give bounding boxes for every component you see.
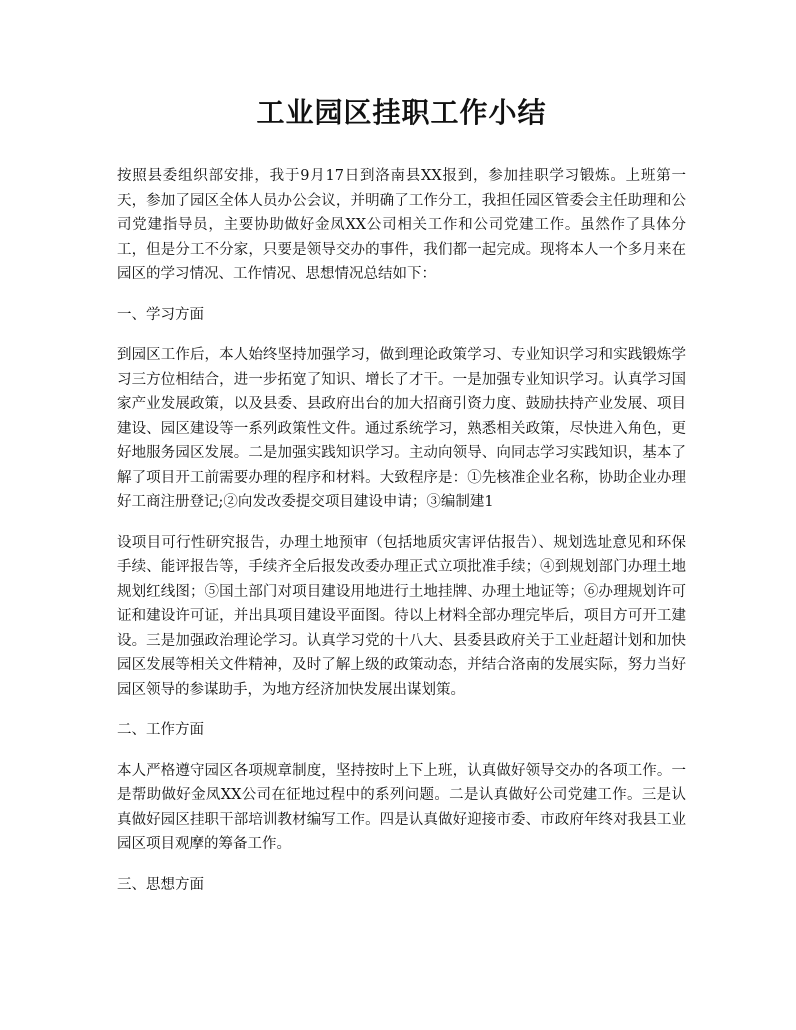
work-paragraph: 本人严格遵守园区各项规章制度，坚持按时上下上班，认真做好领导交办的各项工作。一是帮助做好金凤XX公司在征地过程中的系列问题。二是认真做好公司党建工作。三是认真做好园区挂职干部培训教材编写工作。四是认真做好迎接市委、市政府年终对我县工业园区项目观摩的筹备工作。 [117, 762, 686, 852]
intro-paragraph: 按照县委组织部安排，我于9月17日到洛南县XX报到，参加挂职学习锻炼。上班第一天，参加了园区全体人员办公会议，并明确了工作分工，我担任园区管委会主任助理和公司党建指导员，主要协助做好金凤XX公司相关工作和公司党建工作。虽然作了具体分工，但是分工不分家，只要是领导交办的事件，我们都一起完成。现将本人一个多月来在园区的学习情况、工作情况、思想情况总结如下： [117, 168, 686, 282]
study-paragraph-1: 到园区工作后，本人始终坚持加强学习，做到理论政策学习、专业知识学习和实践锻炼学习三方位相结合，进一步拓宽了知识、增长了才干。一是加强专业知识学习。认真学习国家产业发展政策，以及县委、县政府出台的加大招商引资力度、鼓励扶持产业发展、项目建设、园区建设等一系列政策性文件。通过系统学习，熟悉相关政策，尽快进入角色，更好地服务园区发展。二是加强实践知识学习。主动向领导、向同志学习实践知识，基本了解了项目开工前需要办理的程序和材料。大致程序是：①先核准企业名称，协助企业办理好工商注册登记;②向发改委提交项目建设申请；③编制建1 [117, 347, 686, 510]
study-paragraph-2: 设项目可行性研究报告，办理土地预审（包括地质灾害评估报告）、规划选址意见和环保手续、能评报告等，手续齐全后报发改委办理正式立项批准手续；④到规划部门办理土地规划红线图；⑤国土部门对项目建设用地进行土地挂牌、办理土地证等；⑥办理规划许可证和建设许可证，并出具项目建设平面图。待以上材料全部办理完毕后，项目方可开工建设。三是加强政治理论学习。认真学习党的十八大、县委县政府关于工业赶超计划和加快园区发展等相关文件精神，及时了解上级的政策动态，并结合洛南的发展实际，努力当好园区领导的参谋助手，为地方经济加快发展出谋划策。 [117, 534, 686, 698]
section-heading-study: 一、学习方面 [117, 306, 204, 323]
section-heading-work: 二、工作方面 [117, 722, 204, 738]
section-heading-thought: 三、思想方面 [117, 876, 204, 893]
document-title: 工业园区挂职工作小结 [256, 96, 547, 129]
